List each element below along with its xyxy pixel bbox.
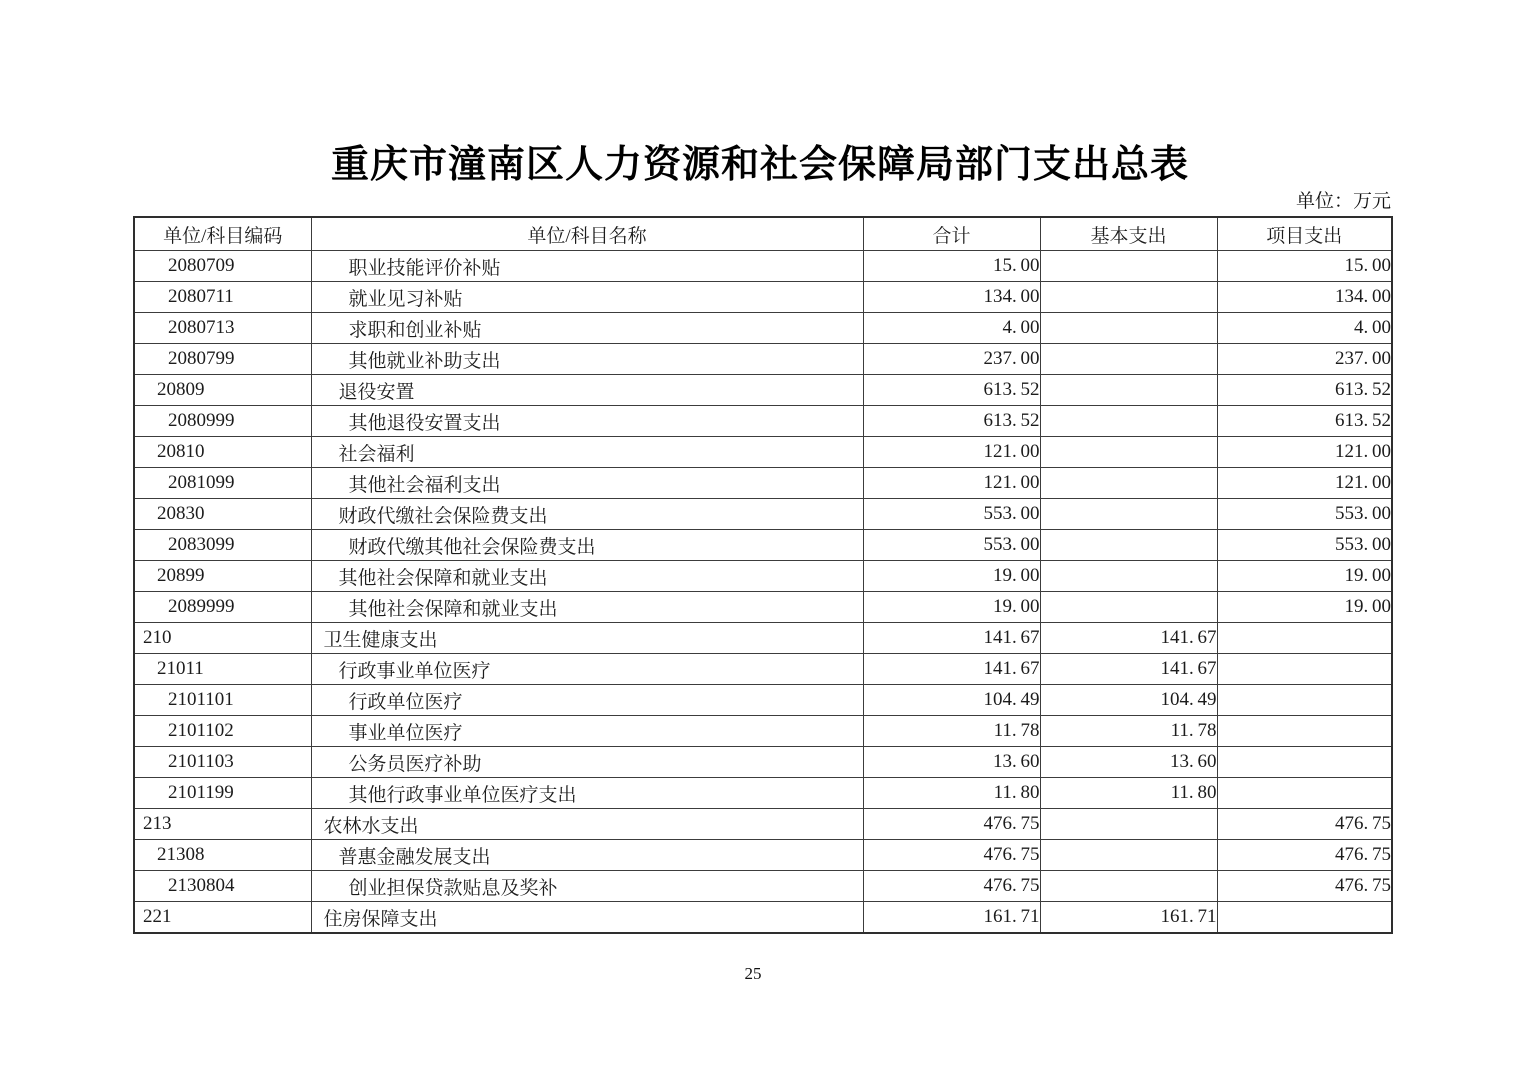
name-cell: 创业担保贷款贴息及奖补 — [311, 871, 863, 902]
name-cell: 退役安置 — [311, 375, 863, 406]
total-cell: 104. 49 — [863, 685, 1040, 716]
basic-cell: 161. 71 — [1040, 902, 1217, 934]
basic-cell: 13. 60 — [1040, 747, 1217, 778]
project-cell: 121. 00 — [1217, 437, 1392, 468]
code-cell: 20830 — [134, 499, 311, 530]
code-cell: 2080713 — [134, 313, 311, 344]
basic-cell — [1040, 344, 1217, 375]
basic-cell — [1040, 375, 1217, 406]
table-row — [134, 809, 1392, 840]
name-cell: 普惠金融发展支出 — [311, 840, 863, 871]
name-cell: 职业技能评价补贴 — [311, 251, 863, 282]
total-cell: 19. 00 — [863, 561, 1040, 592]
name-cell: 社会福利 — [311, 437, 863, 468]
name-cell: 求职和创业补贴 — [311, 313, 863, 344]
total-cell: 15. 00 — [863, 251, 1040, 282]
code-cell: 2080711 — [134, 282, 311, 313]
total-cell: 613. 52 — [863, 375, 1040, 406]
table-row — [134, 251, 1392, 282]
name-cell: 其他就业补助支出 — [311, 344, 863, 375]
project-cell: 19. 00 — [1217, 592, 1392, 623]
column-header-total: 合计 — [863, 217, 1040, 251]
total-cell: 613. 52 — [863, 406, 1040, 437]
basic-cell — [1040, 530, 1217, 561]
unit-label: 单位：万元 — [1295, 191, 1391, 212]
name-cell: 行政单位医疗 — [311, 685, 863, 716]
page-number: 25 — [744, 964, 762, 983]
table-row — [134, 902, 1392, 934]
project-cell: 15. 00 — [1217, 251, 1392, 282]
column-header-project: 项目支出 — [1217, 217, 1392, 251]
table-row — [134, 375, 1392, 406]
name-cell: 农林水支出 — [311, 809, 863, 840]
basic-cell — [1040, 406, 1217, 437]
project-cell: 237. 00 — [1217, 344, 1392, 375]
code-cell: 2101199 — [134, 778, 311, 809]
name-cell: 卫生健康支出 — [311, 623, 863, 654]
code-cell: 20810 — [134, 437, 311, 468]
total-cell: 553. 00 — [863, 530, 1040, 561]
table-body — [134, 251, 1392, 934]
code-cell: 2080799 — [134, 344, 311, 375]
code-cell: 221 — [134, 902, 311, 934]
table-row — [134, 685, 1392, 716]
basic-cell — [1040, 437, 1217, 468]
basic-cell — [1040, 251, 1217, 282]
total-cell: 476. 75 — [863, 871, 1040, 902]
project-cell — [1217, 654, 1392, 685]
total-cell: 11. 80 — [863, 778, 1040, 809]
name-cell: 就业见习补贴 — [311, 282, 863, 313]
total-cell: 4. 00 — [863, 313, 1040, 344]
table-row — [134, 778, 1392, 809]
code-cell: 2101103 — [134, 747, 311, 778]
table-row — [134, 437, 1392, 468]
name-cell: 其他行政事业单位医疗支出 — [311, 778, 863, 809]
name-cell: 公务员医疗补助 — [311, 747, 863, 778]
code-cell: 2081099 — [134, 468, 311, 499]
table-row — [134, 282, 1392, 313]
project-cell: 134. 00 — [1217, 282, 1392, 313]
basic-cell — [1040, 592, 1217, 623]
code-cell: 2083099 — [134, 530, 311, 561]
total-cell: 553. 00 — [863, 499, 1040, 530]
project-cell — [1217, 902, 1392, 934]
table-row — [134, 313, 1392, 344]
name-cell: 事业单位医疗 — [311, 716, 863, 747]
code-cell: 210 — [134, 623, 311, 654]
table-row — [134, 623, 1392, 654]
expenditure-summary-table — [133, 216, 1393, 934]
table-row — [134, 654, 1392, 685]
table-row — [134, 406, 1392, 437]
project-cell: 613. 52 — [1217, 406, 1392, 437]
code-cell: 2080709 — [134, 251, 311, 282]
total-cell: 476. 75 — [863, 840, 1040, 871]
code-cell: 20809 — [134, 375, 311, 406]
project-cell: 121. 00 — [1217, 468, 1392, 499]
basic-cell — [1040, 561, 1217, 592]
code-cell: 2130804 — [134, 871, 311, 902]
basic-cell: 11. 78 — [1040, 716, 1217, 747]
basic-cell — [1040, 499, 1217, 530]
total-cell: 134. 00 — [863, 282, 1040, 313]
name-cell: 其他社会福利支出 — [311, 468, 863, 499]
code-cell: 2089999 — [134, 592, 311, 623]
project-cell: 19. 00 — [1217, 561, 1392, 592]
total-cell: 121. 00 — [863, 468, 1040, 499]
name-cell: 行政事业单位医疗 — [311, 654, 863, 685]
total-cell: 13. 60 — [863, 747, 1040, 778]
total-cell: 11. 78 — [863, 716, 1040, 747]
table-row — [134, 468, 1392, 499]
project-cell — [1217, 747, 1392, 778]
column-header-code: 单位/科目编码 — [134, 217, 311, 251]
table-row — [134, 747, 1392, 778]
code-cell: 2101102 — [134, 716, 311, 747]
name-cell: 财政代缴其他社会保险费支出 — [311, 530, 863, 561]
project-cell: 476. 75 — [1217, 809, 1392, 840]
name-cell: 其他退役安置支出 — [311, 406, 863, 437]
total-cell: 476. 75 — [863, 809, 1040, 840]
project-cell — [1217, 623, 1392, 654]
table-row — [134, 840, 1392, 871]
table-row — [134, 499, 1392, 530]
code-cell: 213 — [134, 809, 311, 840]
basic-cell — [1040, 809, 1217, 840]
code-cell: 21011 — [134, 654, 311, 685]
basic-cell — [1040, 840, 1217, 871]
basic-cell: 104. 49 — [1040, 685, 1217, 716]
column-header-basic: 基本支出 — [1040, 217, 1217, 251]
table-header-row — [134, 217, 1392, 251]
code-cell: 21308 — [134, 840, 311, 871]
column-header-name: 单位/科目名称 — [311, 217, 863, 251]
basic-cell: 141. 67 — [1040, 654, 1217, 685]
table-row — [134, 561, 1392, 592]
basic-cell: 11. 80 — [1040, 778, 1217, 809]
name-cell: 其他社会保障和就业支出 — [311, 592, 863, 623]
table-row — [134, 344, 1392, 375]
project-cell: 553. 00 — [1217, 530, 1392, 561]
project-cell — [1217, 716, 1392, 747]
project-cell: 553. 00 — [1217, 499, 1392, 530]
project-cell: 4. 00 — [1217, 313, 1392, 344]
code-cell: 2101101 — [134, 685, 311, 716]
name-cell: 住房保障支出 — [311, 902, 863, 934]
code-cell: 2080999 — [134, 406, 311, 437]
basic-cell — [1040, 282, 1217, 313]
total-cell: 161. 71 — [863, 902, 1040, 934]
page-title: 重庆市潼南区人力资源和社会保障局部门支出总表 — [330, 144, 1189, 186]
project-cell — [1217, 685, 1392, 716]
total-cell: 141. 67 — [863, 623, 1040, 654]
project-cell: 476. 75 — [1217, 840, 1392, 871]
name-cell: 其他社会保障和就业支出 — [311, 561, 863, 592]
table-row — [134, 530, 1392, 561]
total-cell: 19. 00 — [863, 592, 1040, 623]
project-cell — [1217, 778, 1392, 809]
code-cell: 20899 — [134, 561, 311, 592]
basic-cell — [1040, 313, 1217, 344]
project-cell: 613. 52 — [1217, 375, 1392, 406]
basic-cell: 141. 67 — [1040, 623, 1217, 654]
total-cell: 141. 67 — [863, 654, 1040, 685]
table-row — [134, 592, 1392, 623]
project-cell: 476. 75 — [1217, 871, 1392, 902]
total-cell: 121. 00 — [863, 437, 1040, 468]
table-row — [134, 716, 1392, 747]
total-cell: 237. 00 — [863, 344, 1040, 375]
basic-cell — [1040, 468, 1217, 499]
basic-cell — [1040, 871, 1217, 902]
name-cell: 财政代缴社会保险费支出 — [311, 499, 863, 530]
table-row — [134, 871, 1392, 902]
